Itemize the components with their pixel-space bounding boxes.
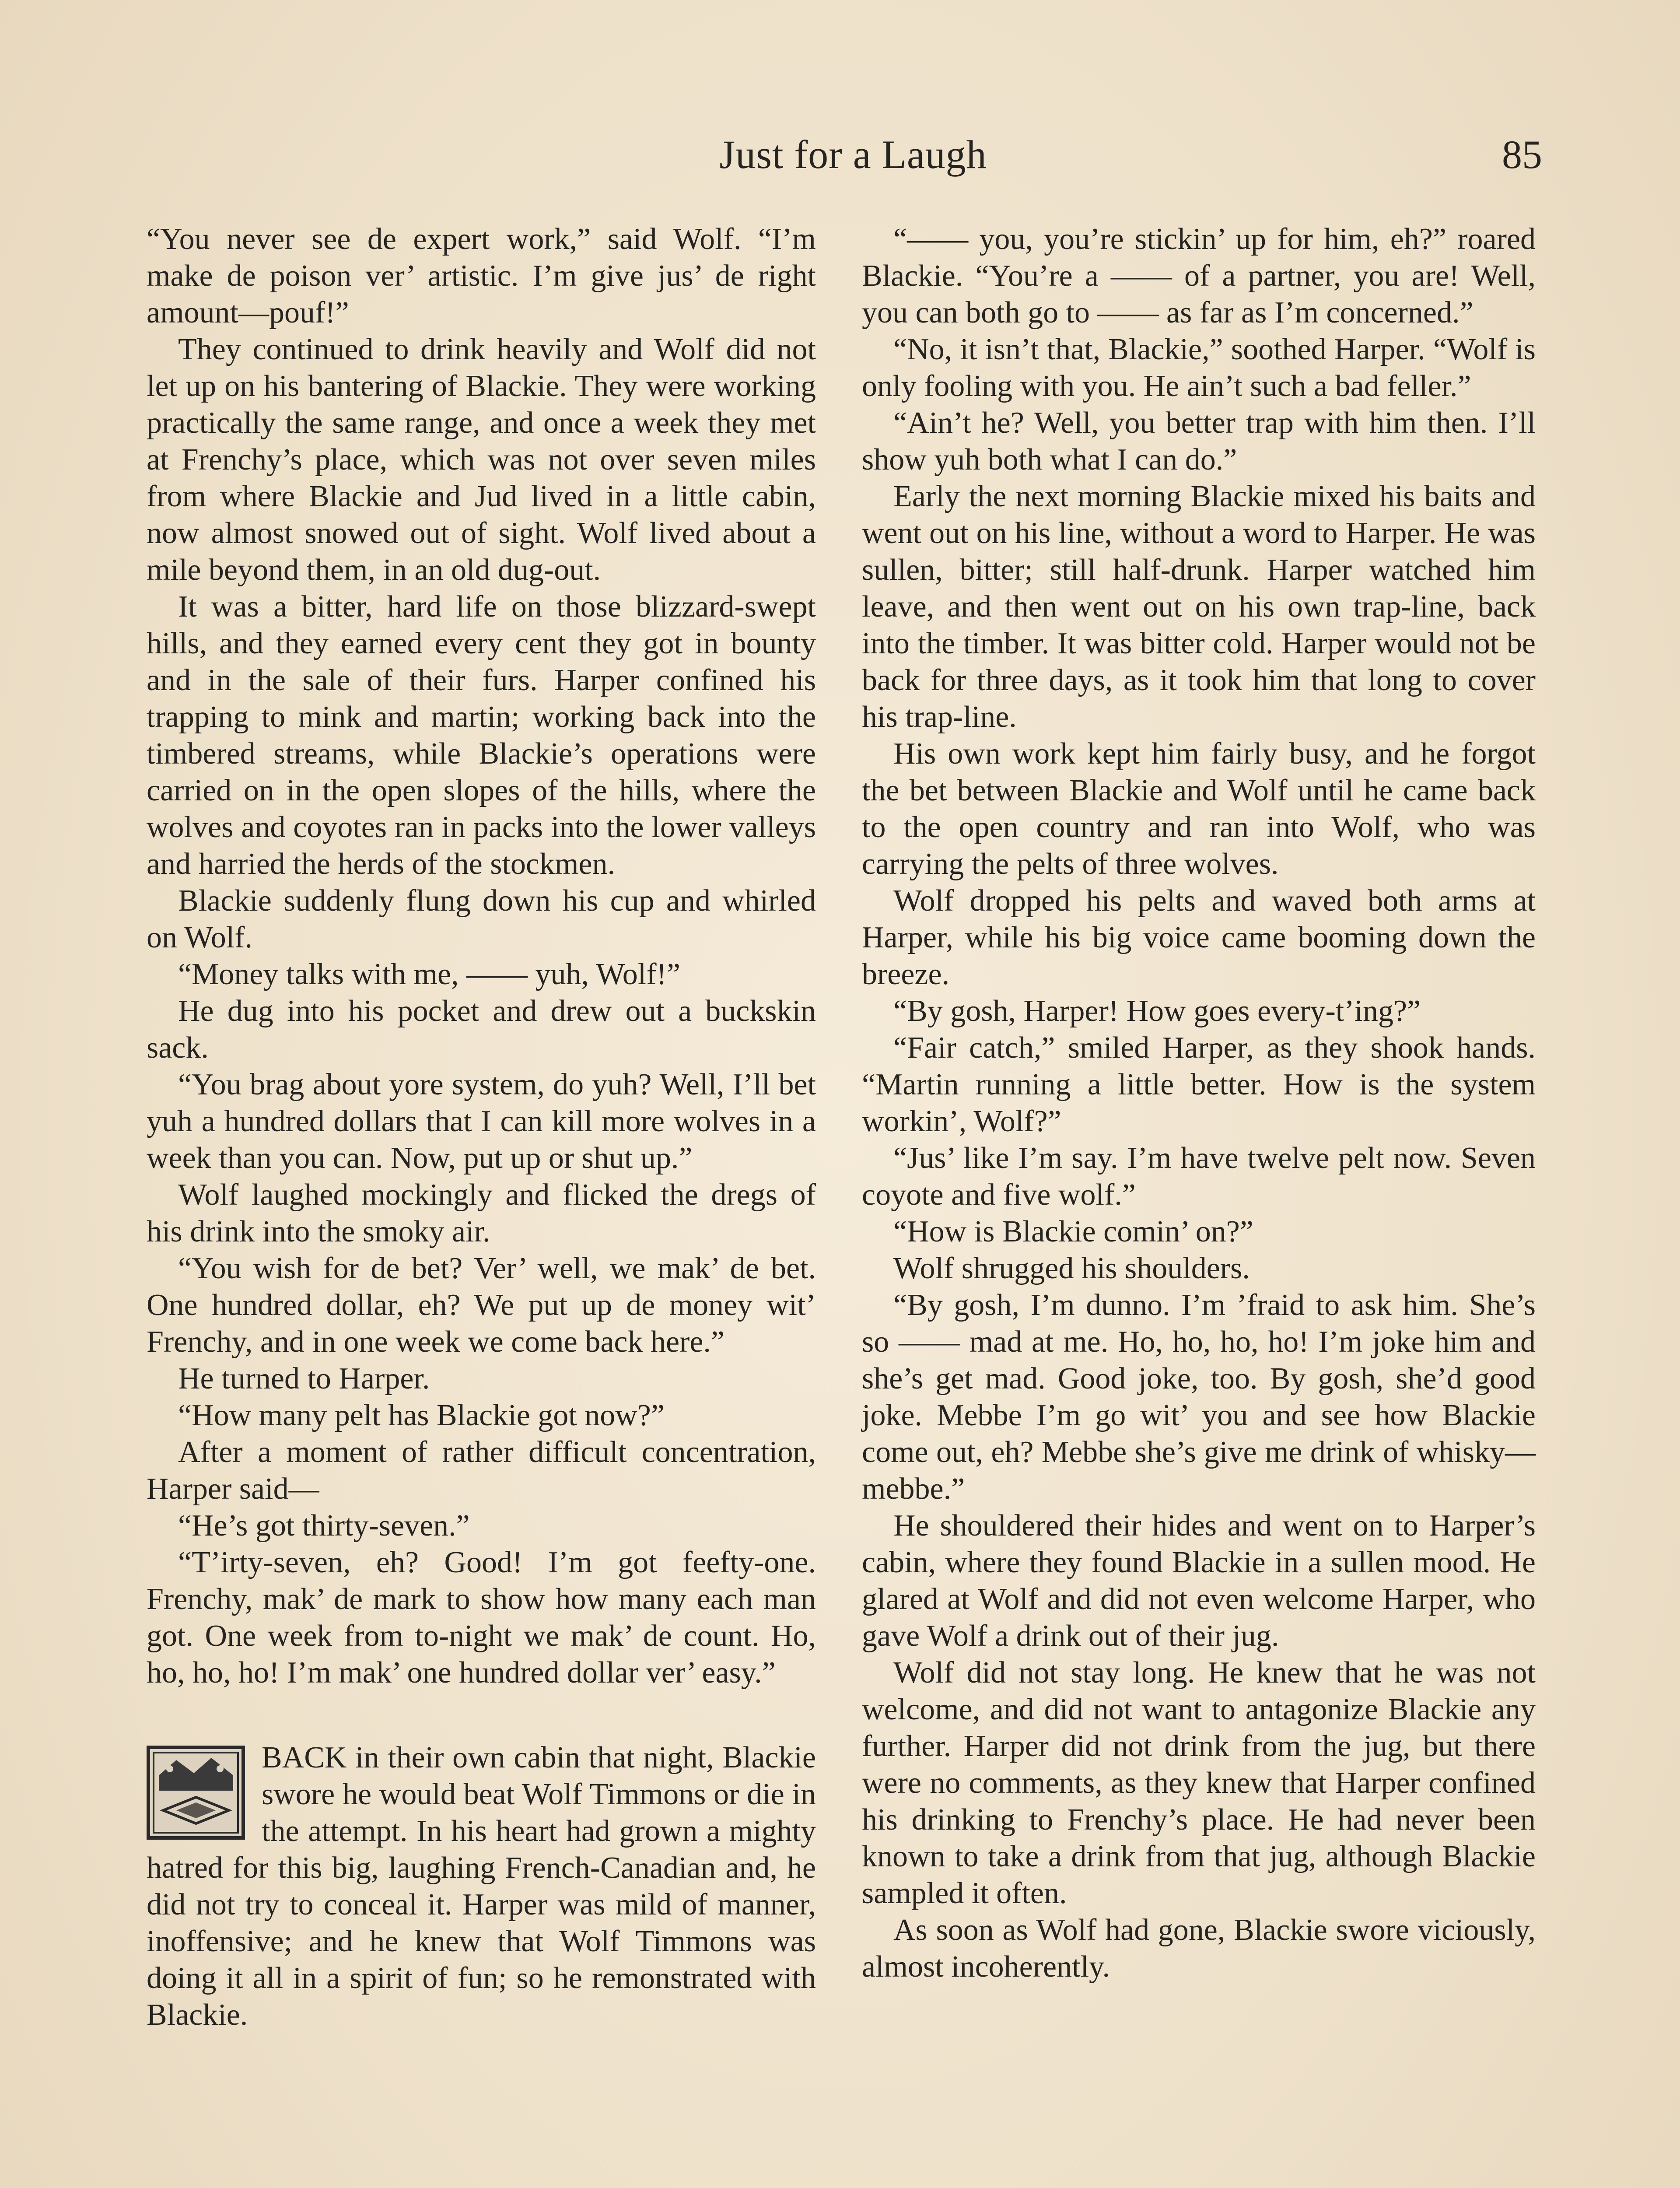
paragraph: Wolf laughed mockingly and flicked the dregs of his drink into the smoky air.: [147, 1178, 816, 1248]
section-break-paragraph: BACK in their own cabin that night, Blackie swore he would beat Wolf Timmons or die in the attempt. In his heart had grown a mighty hatred for this big, laughing French-Canadian and, he did not try to conceal it. Harper was mild of manner, inoffensive; and he knew that Wolf Timmons was doing it all in a spirit of fun; so he remonstrated with Blackie.: [147, 1741, 816, 2032]
paragraph: “—— you, you’re stickin’ up for him, eh?” roared Blackie. “You’re a —— of a partner, you are! Well, you can both go to —— as far as I’m concerned.”: [862, 222, 1536, 330]
paragraph: Blackie suddenly flung down his cup and whirled on Wolf.: [147, 884, 816, 954]
paragraph: As soon as Wolf had gone, Blackie swore viciously, almost incoherently.: [862, 1913, 1536, 1984]
running-title: Just for a Laugh: [719, 132, 987, 177]
paragraph: “You never see de expert work,” said Wolf. “I’m make de poison ver’ artistic. I’m give jus’ de right amount—pouf!”: [147, 222, 816, 330]
right-column: [862, 221, 1536, 1985]
paragraph: Wolf shrugged his shoulders.: [893, 1252, 1250, 1285]
paragraph: They continued to drink heavily and Wolf did not let up on his bantering of Blackie. They were working practically the same range, and once a week they met at Frenchy’s place, which was not over seven miles from where Blackie and Jud lived in a little cabin, now almost snowed out of sight. Wolf lived about a mile beyond them, in an old dug-out.: [147, 333, 816, 587]
paragraph: “How many pelt has Blackie got now?”: [178, 1399, 665, 1432]
paragraph: “How is Blackie comin’ on?”: [893, 1215, 1253, 1248]
page-number: 85: [1502, 132, 1542, 177]
paragraph: “He’s got thirty-seven.”: [178, 1509, 470, 1543]
paragraph: It was a bitter, hard life on those blizzard-swept hills, and they earned every cent they got in bounty and in the sale of their furs. Harper confined his trapping to mink and martin; working back into the timbered streams, while Blackie’s operations were carried on in the open slopes of the hills, where the wolves and coyotes ran in packs into the lower valleys and harried the herds of the stockmen.: [147, 590, 816, 881]
paragraph: “By gosh, Harper! How goes every-t’ing?”: [893, 994, 1421, 1028]
paragraph: Wolf dropped his pelts and waved both arms at Harper, while his big voice came booming down the breeze.: [862, 884, 1536, 991]
left-column: [147, 221, 816, 2034]
paragraph: Early the next morning Blackie mixed his baits and went out on his line, without a word to Harper. He was sullen, bitter; still half-drunk. Harper watched him leave, and then went out on his own trap-line, back into the timber. It was bitter cold. Harper would not be back for three days, as it took him that long to cover his trap-line.: [862, 480, 1536, 734]
paragraph: He shouldered their hides and went on to Harper’s cabin, where they found Blackie in a sullen mood. He glared at Wolf and did not even welcome Harper, who gave Wolf a drink out of their jug.: [862, 1509, 1536, 1653]
section-break: [147, 1739, 816, 2034]
paragraph: “No, it isn’t that, Blackie,” soothed Harper. “Wolf is only fooling with you. He ain’t such a bad feller.”: [862, 333, 1536, 403]
ornament-icon: [147, 1746, 245, 1840]
paragraph: “Fair catch,” smiled Harper, as they shook hands. “Martin running a little better. How is the system workin’, Wolf?”: [862, 1031, 1536, 1138]
paragraph: He turned to Harper.: [178, 1362, 430, 1396]
paragraph: After a moment of rather difficult concentration, Harper said—: [147, 1435, 816, 1506]
paragraph: “Money talks with me, —— yuh, Wolf!”: [178, 957, 680, 991]
paragraph: “You brag about yore system, do yuh? Well, I’ll bet yuh a hundred dollars that I can kill more wolves in a week than you can. Now, put up or shut up.”: [147, 1068, 816, 1175]
paragraph: “Ain’t he? Well, you better trap with him then. I’ll show yuh both what I can do.”: [862, 406, 1536, 477]
paragraph: “You wish for de bet? Ver’ well, we mak’ de bet. One hundred dollar, eh? We put up de money wit’ Frenchy, and in one week we come back here.”: [147, 1252, 816, 1359]
paragraph: “By gosh, I’m dunno. I’m ’fraid to ask him. She’s so —— mad at me. Ho, ho, ho, ho! I’m joke him and she’s get mad. Good joke, too. By gosh, she’d good joke. Mebbe I’m go wit’ you and see how Blackie come out, eh? Mebbe she’s give me drink of whisky—mebbe.”: [862, 1288, 1536, 1506]
paragraph: “T’irty-seven, eh? Good! I’m got feefty-one. Frenchy, mak’ de mark to show how many each man got. One week from to-night we mak’ de count. Ho, ho, ho, ho! I’m mak’ one hundred dollar ver’ easy.”: [147, 1546, 816, 1690]
paragraph: His own work kept him fairly busy, and he forgot the bet between Blackie and Wolf until he came back to the open country and ran into Wolf, who was carrying the pelts of three wolves.: [862, 737, 1536, 881]
paragraph: Wolf did not stay long. He knew that he was not welcome, and did not want to antagonize Blackie any further. Harper did not drink from the jug, but there were no comments, as they knew that Harper confined his drinking to Frenchy’s place. He had never been known to take a drink from that jug, although Blackie sampled it often.: [862, 1656, 1536, 1910]
paragraph: He dug into his pocket and drew out a buckskin sack.: [147, 994, 816, 1065]
page-header: [0, 131, 1680, 188]
paragraph: “Jus’ like I’m say. I’m have twelve pelt now. Seven coyote and five wolf.”: [862, 1141, 1536, 1212]
